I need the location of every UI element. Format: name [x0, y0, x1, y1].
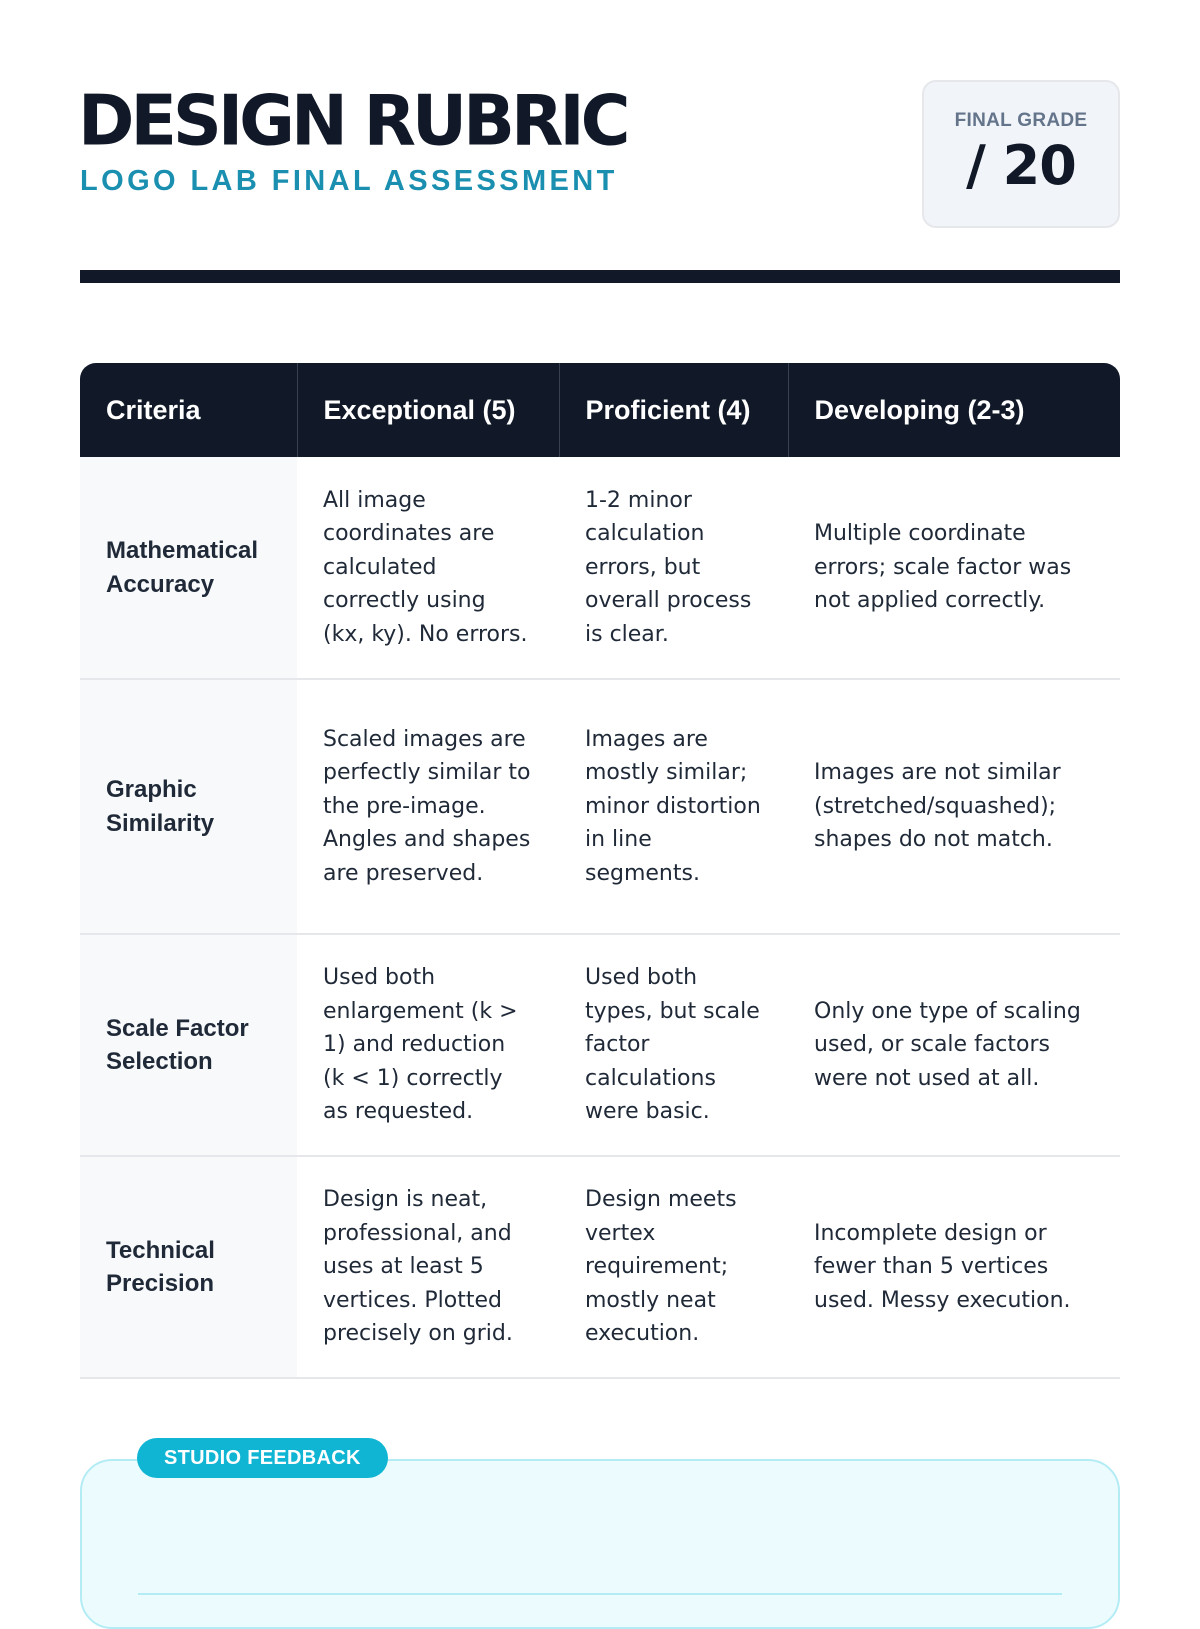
exceptional-cell: All image coordinates are calculated correctly using (kx, ky). No errors. — [297, 457, 559, 679]
table-row — [80, 1156, 1120, 1378]
developing-cell: Incomplete design or fewer than 5 vertices used. Messy execution. — [788, 1156, 1120, 1378]
developing-cell: Images are not similar (stretched/squashed); shapes do not match. — [788, 679, 1120, 934]
rubric-table — [80, 363, 1120, 1379]
page-subtitle: LOGO LAB FINAL ASSESSMENT — [80, 165, 618, 197]
rubric-page — [80, 0, 1120, 1600]
criteria-cell: Graphic Similarity — [80, 679, 297, 934]
exceptional-cell: Scaled images are perfectly similar to the pre-image. Angles and shapes are preserved. — [297, 679, 559, 934]
column-header-developing: Developing (2-3) — [788, 363, 1120, 457]
header-divider — [80, 270, 1120, 283]
column-header-criteria: Criteria — [80, 363, 297, 457]
feedback-writing-line — [138, 1593, 1062, 1595]
proficient-cell: Images are mostly similar; minor distortion in line segments. — [559, 679, 788, 934]
table-row — [80, 934, 1120, 1156]
proficient-cell: Design meets vertex requirement; mostly neat execution. — [559, 1156, 788, 1378]
studio-feedback-label: STUDIO FEEDBACK — [137, 1438, 388, 1478]
final-grade-box — [922, 80, 1120, 228]
criteria-cell: Mathematical Accuracy — [80, 457, 297, 679]
developing-cell: Only one type of scaling used, or scale factors were not used at all. — [788, 934, 1120, 1156]
column-header-proficient: Proficient (4) — [559, 363, 788, 457]
criteria-cell: Scale Factor Selection — [80, 934, 297, 1156]
criteria-cell: Technical Precision — [80, 1156, 297, 1378]
final-grade-label: FINAL GRADE — [954, 110, 1088, 131]
rubric-header-row — [80, 363, 1120, 457]
table-row — [80, 679, 1120, 934]
page-header — [80, 80, 1120, 230]
exceptional-cell: Used both enlargement (k > 1) and reduction (k < 1) correctly as requested. — [297, 934, 559, 1156]
column-header-exceptional: Exceptional (5) — [297, 363, 559, 457]
developing-cell: Multiple coordinate errors; scale factor was not applied correctly. — [788, 457, 1120, 679]
exceptional-cell: Design is neat, professional, and uses at least 5 vertices. Plotted precisely on grid. — [297, 1156, 559, 1378]
proficient-cell: Used both types, but scale factor calculations were basic. — [559, 934, 788, 1156]
studio-feedback-box[interactable] — [80, 1459, 1120, 1629]
final-grade-value: / 20 — [966, 134, 1076, 197]
proficient-cell: 1-2 minor calculation errors, but overall process is clear. — [559, 457, 788, 679]
page-title: DESIGN RUBRIC — [78, 81, 627, 162]
table-row — [80, 457, 1120, 679]
